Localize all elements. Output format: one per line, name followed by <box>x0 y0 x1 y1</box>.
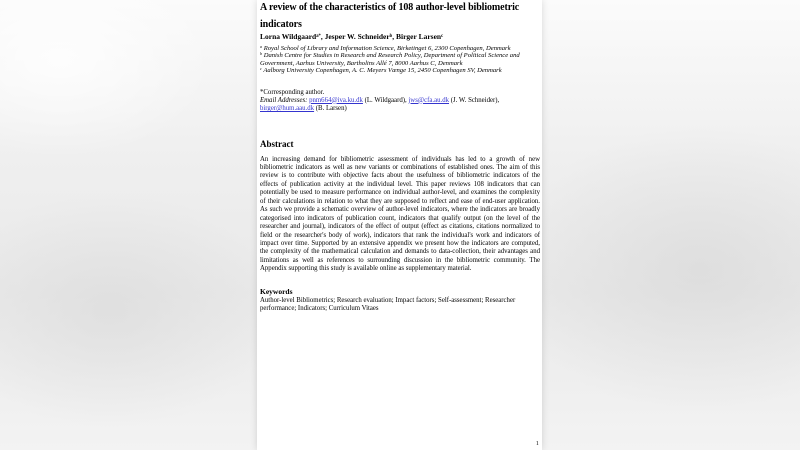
author-name: Jesper W. Schneider <box>324 31 390 41</box>
affiliation-line <box>260 52 540 67</box>
affiliation-text: Danish Centre for Studies in Research and Research Policy, Department of Political Science and Government, Aarhus University, Bartholins Allé 7, 8000 Aarhus C, Denmark <box>260 52 520 67</box>
corresponding-author-note: *Corresponding author. <box>260 88 325 96</box>
affiliation-superscript: c <box>260 66 262 72</box>
paper-title-line-1: A review of the characteristics of 108 author-level bibliometric <box>260 2 520 13</box>
abstract-heading: Abstract <box>260 139 294 149</box>
author-superscript: a* <box>316 33 321 39</box>
keywords-heading: Keywords <box>260 287 293 296</box>
email-link-schneider[interactable]: jws@cfa.au.dk <box>408 96 450 104</box>
paper-title-line-2: indicators <box>260 18 302 30</box>
affiliation-text: Aalborg University Copenhagen, A. C. Meyers Vænge 15, 2450 Copenhagen SV, Denmark <box>261 67 502 75</box>
email-addresses-line <box>260 97 540 114</box>
authors-line <box>260 32 540 41</box>
page-number: 1 <box>535 440 539 447</box>
affiliation-superscript: a <box>260 43 263 49</box>
email-attribution: (B. Larsen) <box>314 105 347 113</box>
affiliation-line <box>260 45 540 53</box>
affiliations-block <box>260 45 540 75</box>
paper-title <box>260 0 540 33</box>
author-superscript: c <box>441 33 444 39</box>
affiliation-text: Royal School of Library and Information Science, Birketinget 6, 2300 Copenhagen, Denmark <box>262 44 511 52</box>
affiliation-line <box>260 67 540 75</box>
abstract-text: An increasing demand for bibliometric assessment of individuals has led to a growth of new bibliometric indicators as well as new variants or combinations of established ones. The aim of this review is to contribute with objective facts about the usefulness of bibliometric indicators of the effects of publication activity at the individual level. This paper reviews 108 indicators that can potentially be used to measure performance on individual author-level, and examines the complexity of their calculations in relation to what they are supposed to reflect and ease of end-user application. As such we provide a schematic overview of author-level indicators, where the indicators are broadly categorised into indicators of publication count, indicators that qualify output (on the level of the researcher and journal), indicators of the effect of output (effect as citations, citations normalized to field or the researcher's body of work), indicators that rank the individual's work and indicators of impact over time. Supported by an extensive appendix we present how the indicators are computed, the complexity of the mathematical calculation and demands to data-collection, their advantages and limitations as well as references to surrounding discussion in the bibliometric community. The Appendix supporting this study is available online as supplementary material. <box>260 155 540 273</box>
author-name: Lorna Wildgaard <box>260 31 317 41</box>
email-attribution: (J. W. Schneider), <box>449 96 500 104</box>
email-attribution: (L. Wildgaard), <box>362 96 409 104</box>
author-superscript: b <box>389 33 393 39</box>
author-name: Birger Larsen <box>396 31 442 41</box>
paper-page <box>257 0 542 450</box>
author-separator: , <box>320 31 325 41</box>
author-separator: , <box>392 31 397 41</box>
affiliation-superscript: b <box>260 51 263 57</box>
email-link-wildgaard[interactable]: pnm664@iva.ku.dk <box>309 96 363 104</box>
email-link-larsen[interactable]: birger@hum.aau.dk <box>260 105 315 113</box>
keywords-text: Author-level Bibliometrics; Research evaluation; Impact factors; Self-assessment; Researcher performance; Indicators; Curriculum Vitaes <box>260 296 516 312</box>
email-addresses-label: Email Addresses: <box>260 96 310 104</box>
